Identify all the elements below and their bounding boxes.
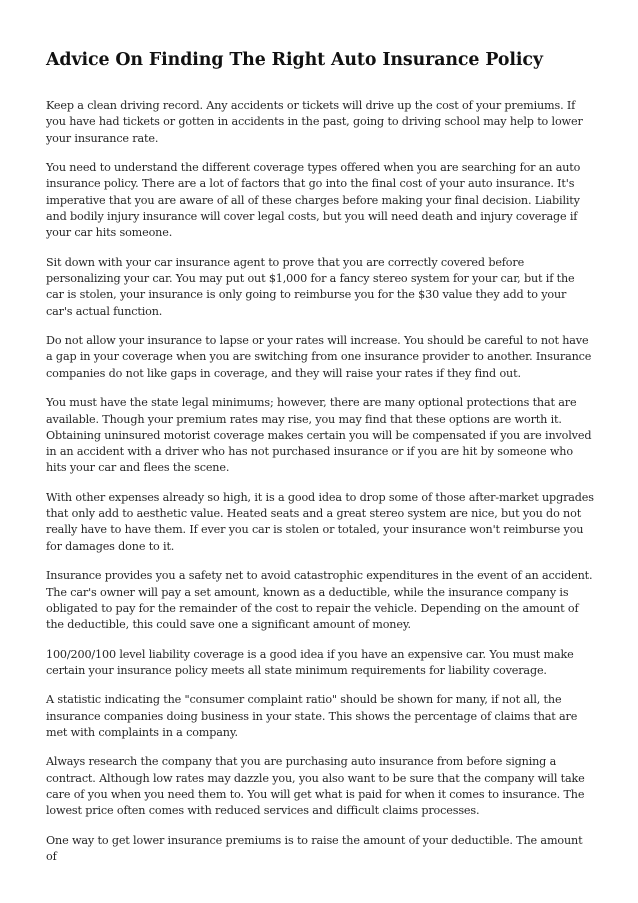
document-page	[46, 48, 594, 879]
paragraph: Keep a clean driving record. Any accidents or tickets will drive up the cost of your premiums. If you have had tickets or gotten in accidents in the past, going to driving school may help to lower your insurance rate.	[46, 99, 583, 145]
paragraph: 100/200/100 level liability coverage is a good idea if you have an expensive car. You must make certain your insurance policy meets all state minimum requirements for liability coverage.	[46, 647, 574, 677]
document-title: Advice On Finding The Right Auto Insurance Policy	[46, 50, 543, 70]
paragraph: Do not allow your insurance to lapse or your rates will increase. You should be careful to not have a gap in your coverage when you are switching from one insurance provider to another. Insurance companies do not like gaps in coverage, and they will raise your rates if they find out.	[46, 334, 592, 380]
paragraph: One way to get lower insurance premiums is to raise the amount of your deductible. The amount of	[46, 833, 583, 864]
paragraph: You need to understand the different coverage types offered when you are searching for an auto insurance policy. There are a lot of factors that go into the final cost of your auto insurance. It's imperative that you are aware of all of these charges before making your final decision. Liability and bodily injury insurance will cover legal costs, but you will need death and injury coverage if your car hits someone.	[46, 161, 581, 240]
paragraph: With other expenses already so high, it is a good idea to drop some of those after-market upgrades that only add to aesthetic value. Heated seats and a great stereo system are nice, but you do not really have to have them. If ever you car is stolen or totaled, your insurance won't reimburse you for damages done to it.	[46, 490, 594, 553]
paragraph: You must have the state legal minimums; however, there are many optional protections that are available. Though your premium rates may rise, you may find that these options are worth it. Obtaining uninsured motorist coverage makes certain you will be compensated if you are involved in an accident with a driver who has not purchased insurance or if you are hit by someone who hits your car and flees the scene.	[46, 396, 592, 475]
paragraph: A statistic indicating the "consumer complaint ratio" should be shown for many, if not all, the insurance companies doing business in your state. This shows the percentage of claims that are met with complaints in a company.	[46, 693, 578, 739]
paragraph: Sit down with your car insurance agent to prove that you are correctly covered before personalizing your car. You may put out $1,000 for a fancy stereo system for your car, but if the car is stolen, your insurance is only going to reimburse you for the $30 value they add to your car's actual function.	[46, 255, 575, 318]
paragraph: Insurance provides you a safety net to avoid catastrophic expenditures in the event of an accident. The car's owner will pay a set amount, known as a deductible, while the insurance company is obligated to pay for the remainder of the cost to repair the vehicle. Depending on the amount of the deductible, this could save one a significant amount of money.	[46, 569, 593, 632]
paragraph: Always research the company that you are purchasing auto insurance from before signing a contract. Although low rates may dazzle you, you also want to be sure that the company will take care of you when you need them to. You will get what is paid for when it comes to insurance. The lowest price often comes with reduced services and difficult claims processes.	[46, 755, 585, 818]
